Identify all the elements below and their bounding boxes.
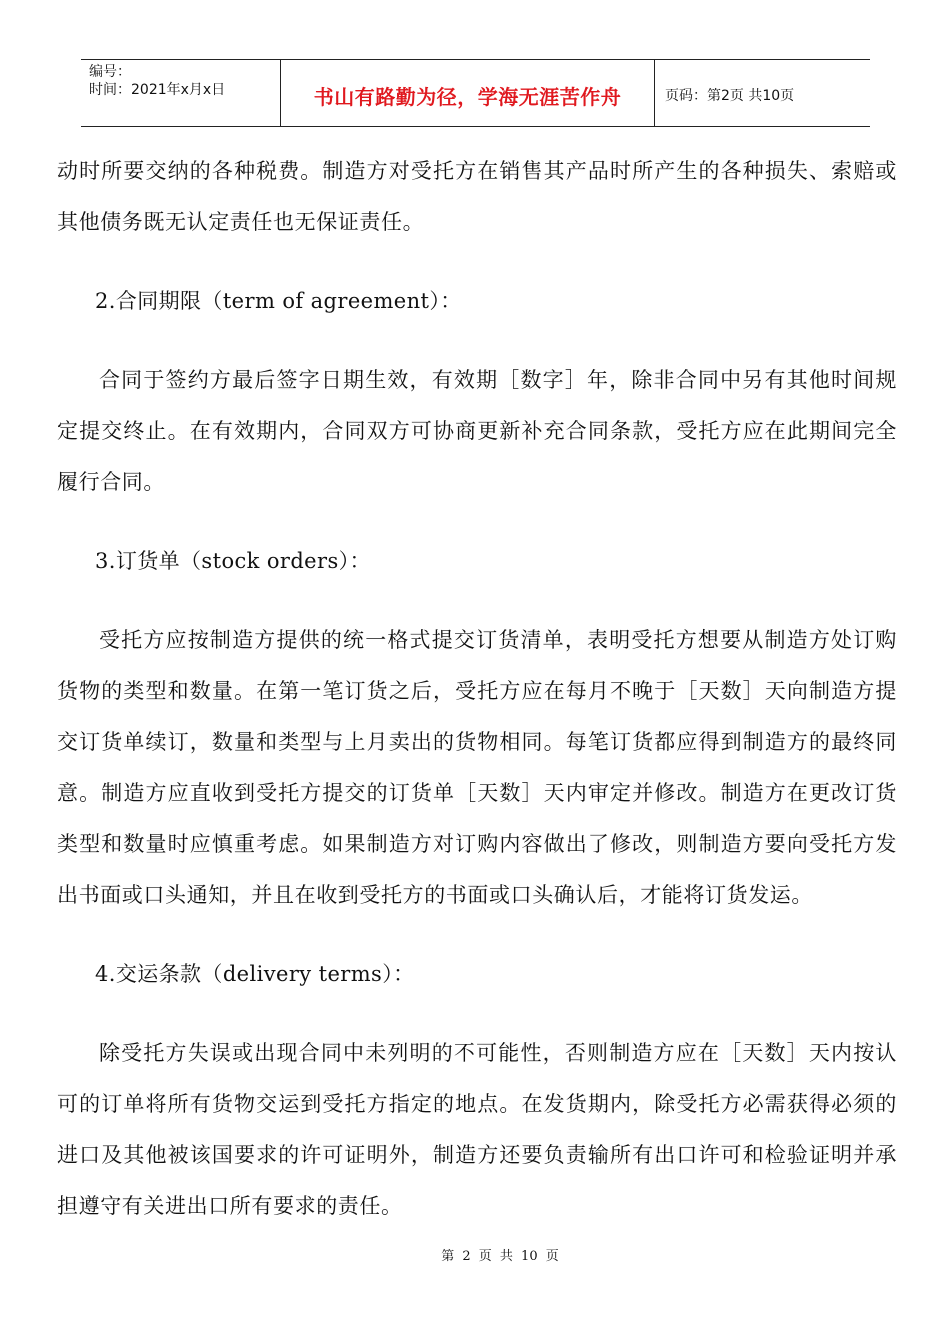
- document-body: [57, 146, 897, 1232]
- paragraph-stock-orders: 受托方应按制造方提供的统一格式提交订货清单，表明受托方想要从制造方处订购货物的类型和数量。在第一笔订货之后，受托方应在每月不晚于［天数］天向制造方提交订货单续订，数量和类型与上月卖出的货物相同。每笔订货都应得到制造方的最终同意。制造方应直收到受托方提交的订货单［天数］天内审定并修改。制造方在更改订货类型和数量时应慎重考虑。如果制造方对订购内容做出了修改，则制造方要向受托方发出书面或口头通知，并且在收到受托方的书面或口头确认后，才能将订货发运。: [57, 628, 897, 907]
- paragraph-continued: 动时所要交纳的各种税费。制造方对受托方在销售其产品时所产生的各种损失、索赔或其他债务既无认定责任也无保证责任。: [57, 159, 897, 234]
- section-heading-term: 2.合同期限（term of agreement）：: [95, 289, 462, 313]
- paragraph-delivery-terms: 除受托方失误或出现合同中未列明的不可能性，否则制造方应在［天数］天内按认可的订单将所有货物交运到受托方指定的地点。在发货期内，除受托方必需获得必须的进口及其他被该国要求的许可证明外，制造方还要负责输所有出口许可和检验证明并承担遵守有关进出口所有要求的责任。: [57, 1041, 897, 1218]
- header-page-cell: [655, 60, 870, 126]
- header-page-number: 页码：第2页 共10页: [665, 88, 795, 104]
- serial-number-label: 编号：: [89, 64, 131, 80]
- page-footer: 第 2 页 共 10 页: [441, 1249, 559, 1264]
- section-heading-delivery-terms: 4.交运条款（delivery terms）：: [95, 962, 415, 986]
- document-header: [81, 59, 870, 127]
- header-motto: 书山有路勤为径，学海无涯苦作舟: [313, 84, 622, 109]
- section-heading-stock-orders: 3.订货单（stock orders）：: [95, 549, 371, 573]
- paragraph-term: 合同于签约方最后签字日期生效，有效期［数字］年，除非合同中另有其他时间规定提交终止。在有效期内，合同双方可协商更新补充合同条款，受托方应在此期间完全履行合同。: [57, 368, 897, 494]
- header-motto-cell: [281, 60, 655, 126]
- header-meta-cell: [81, 60, 281, 126]
- date-label: 时间：2021年x月x日: [89, 82, 226, 98]
